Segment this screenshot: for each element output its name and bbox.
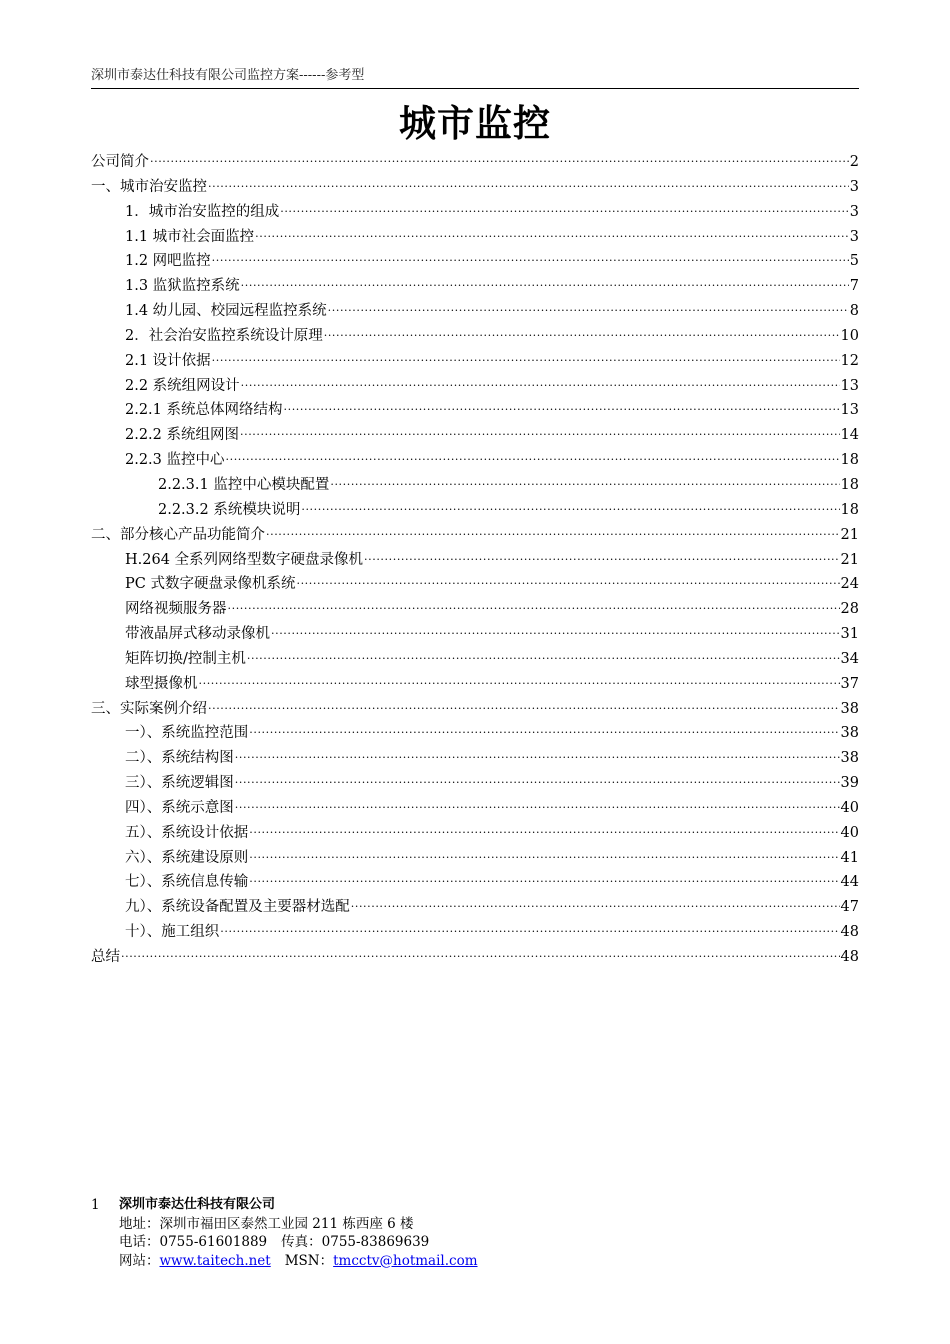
toc-dot-leader: [364, 544, 840, 564]
toc-entry[interactable]: [91, 916, 859, 941]
toc-entry-label: 三）、系统逻辑图: [125, 775, 234, 792]
toc-entry-label: 2.2.3.1 监控中心模块配置: [158, 476, 330, 493]
toc-entry[interactable]: [91, 370, 859, 395]
toc-dot-leader: [241, 370, 840, 390]
toc-entry[interactable]: [91, 941, 859, 966]
toc-entry[interactable]: [91, 593, 859, 618]
msn-label: MSN：: [284, 1252, 334, 1269]
toc-entry-label: 五）、系统设计依据: [125, 824, 249, 841]
toc-dot-leader: [249, 717, 839, 737]
toc-dot-leader: [280, 196, 849, 216]
toc-entry-page: 48: [840, 924, 859, 941]
toc-entry[interactable]: [91, 494, 859, 519]
toc-entry-page: 3: [849, 228, 859, 245]
toc-entry[interactable]: [91, 668, 859, 693]
toc-entry[interactable]: [91, 643, 859, 668]
toc-entry-page: 13: [840, 377, 859, 394]
toc-dot-leader: [235, 767, 840, 787]
company-info: [119, 1196, 791, 1270]
toc-entry-label: 2.1 设计依据: [125, 352, 211, 369]
toc-entry[interactable]: [91, 842, 859, 867]
toc-entry[interactable]: [91, 196, 859, 221]
toc-dot-leader: [247, 643, 840, 663]
toc-entry[interactable]: [91, 519, 859, 544]
toc-dot-leader: [212, 245, 849, 265]
toc-dot-leader: [235, 742, 840, 762]
toc-dot-leader: [212, 345, 840, 365]
web-line: [119, 1252, 791, 1271]
toc-entry-page: 18: [840, 452, 859, 469]
toc-entry[interactable]: [91, 891, 859, 916]
toc-entry-label: 1．城市治安监控的组成: [125, 203, 280, 220]
toc-entry-label: 十）、施工组织: [125, 924, 220, 941]
page-number: 1: [91, 1197, 100, 1213]
toc-entry[interactable]: [91, 146, 859, 171]
toc-dot-leader: [150, 146, 849, 166]
toc-dot-leader: [266, 519, 840, 539]
toc-entry-page: 8: [849, 303, 859, 320]
toc-entry-page: 24: [840, 576, 859, 593]
toc-dot-leader: [228, 593, 840, 613]
toc-entry-label: 九）、系统设备配置及主要器材选配: [125, 899, 350, 916]
toc-entry[interactable]: [91, 544, 859, 569]
toc-entry-label: 球型摄像机: [125, 675, 198, 692]
toc-entry[interactable]: [91, 221, 859, 246]
toc-entry-page: 18: [840, 476, 859, 493]
toc-entry-page: 10: [840, 327, 859, 344]
toc-entry[interactable]: [91, 345, 859, 370]
toc-dot-leader: [249, 866, 839, 886]
toc-dot-leader: [208, 171, 849, 191]
toc-entry-label: 七）、系统信息传输: [125, 874, 249, 891]
msn-link[interactable]: tmcctv@hotmail.com: [333, 1252, 478, 1269]
toc-dot-leader: [241, 270, 849, 290]
toc-entry[interactable]: [91, 767, 859, 792]
toc-entry-label: 四）、系统示意图: [125, 799, 234, 816]
toc-dot-leader: [249, 842, 839, 862]
toc-entry-page: 3: [849, 178, 859, 195]
toc-entry-label: 六）、系统建设原则: [125, 849, 249, 866]
contact-line: [119, 1233, 791, 1252]
toc-entry-page: 28: [840, 601, 859, 618]
website-label: 网站：: [119, 1252, 160, 1269]
toc-dot-leader: [255, 221, 849, 241]
toc-entry-page: 18: [840, 501, 859, 518]
toc-dot-leader: [328, 295, 849, 315]
toc-dot-leader: [235, 792, 840, 812]
toc-entry-label: 2.2.1 系统总体网络结构: [125, 402, 283, 419]
toc-entry-page: 3: [849, 203, 859, 220]
toc-entry-label: H.264 全系列网络型数字硬盘录像机: [125, 551, 364, 568]
toc-entry[interactable]: [91, 394, 859, 419]
page-footer: [91, 1196, 791, 1270]
toc-entry-label: 2.2.2 系统组网图: [125, 427, 240, 444]
toc-entry-page: 38: [840, 750, 859, 767]
website-link[interactable]: www.taitech.net: [159, 1252, 271, 1269]
toc-entry-label: PC 式数字硬盘录像机系统: [125, 576, 296, 593]
toc-entry-page: 5: [849, 253, 859, 270]
toc-entry-page: 39: [840, 775, 859, 792]
company-address: 地址：深圳市福田区泰然工业园 211 栋西座 6 楼: [119, 1215, 414, 1232]
toc-entry-label: 2.2.3.2 系统模块说明: [158, 501, 301, 518]
toc-entry-page: 34: [840, 650, 859, 667]
toc-dot-leader: [240, 419, 840, 439]
toc-entry-label: 1.2 网吧监控: [125, 253, 211, 270]
toc-entry-label: 2．社会治安监控系统设计原理: [125, 327, 323, 344]
fax-number: 传真：0755-83869639: [281, 1234, 430, 1250]
toc-entry[interactable]: [91, 568, 859, 593]
toc-entry[interactable]: [91, 717, 859, 742]
toc-entry-page: 37: [840, 675, 859, 692]
toc-entry-page: 38: [840, 700, 859, 717]
toc-entry-page: 13: [840, 402, 859, 419]
toc-entry-page: 40: [840, 824, 859, 841]
toc-entry-page: 21: [840, 551, 859, 568]
toc-entry-page: 44: [840, 874, 859, 891]
toc-entry[interactable]: [91, 245, 859, 270]
toc-entry[interactable]: [91, 693, 859, 718]
toc-dot-leader: [351, 891, 840, 911]
toc-dot-leader: [330, 469, 839, 489]
toc-dot-leader: [249, 817, 839, 837]
toc-entry-page: 47: [840, 899, 859, 916]
toc-entry-label: 总结: [91, 949, 120, 965]
toc-entry[interactable]: [91, 817, 859, 842]
toc-entry[interactable]: [91, 419, 859, 444]
toc-entry-page: 41: [840, 849, 859, 866]
toc-entry-label: 公司简介: [91, 154, 149, 170]
toc-entry-page: 48: [840, 949, 859, 965]
toc-entry-page: 31: [840, 626, 859, 643]
header-text: 深圳市泰达仕科技有限公司监控方案------参考型: [91, 68, 365, 83]
toc-dot-leader: [324, 320, 840, 340]
toc-entry-page: 12: [840, 352, 859, 369]
toc-entry[interactable]: [91, 792, 859, 817]
toc-entry-label: 一、城市治安监控: [91, 178, 207, 195]
toc-entry[interactable]: [91, 866, 859, 891]
toc-entry[interactable]: [91, 742, 859, 767]
table-of-contents: [91, 146, 859, 966]
toc-entry[interactable]: [91, 270, 859, 295]
toc-dot-leader: [220, 916, 839, 936]
toc-entry-page: 2: [849, 154, 859, 170]
toc-dot-leader: [199, 668, 840, 688]
toc-dot-leader: [284, 394, 840, 414]
toc-entry-label: 二、部分核心产品功能简介: [91, 526, 265, 543]
toc-dot-leader: [296, 568, 839, 588]
toc-dot-leader: [208, 693, 840, 713]
toc-entry[interactable]: [91, 295, 859, 320]
toc-entry-label: 一）、系统监控范围: [125, 725, 249, 742]
toc-entry-page: 14: [840, 427, 859, 444]
toc-entry-label: 三、实际案例介绍: [91, 700, 207, 717]
toc-entry[interactable]: [91, 171, 859, 196]
toc-entry[interactable]: [91, 444, 859, 469]
toc-entry[interactable]: [91, 320, 859, 345]
toc-entry-label: 2.2.3 监控中心: [125, 452, 225, 469]
toc-entry[interactable]: [91, 618, 859, 643]
toc-entry-label: 2.2 系统组网设计: [125, 377, 240, 394]
toc-entry-page: 21: [840, 526, 859, 543]
toc-entry[interactable]: [91, 469, 859, 494]
toc-entry-label: 带液晶屏式移动录像机: [125, 626, 270, 643]
company-name: 深圳市泰达仕科技有限公司: [119, 1197, 276, 1212]
toc-entry-page: 40: [840, 799, 859, 816]
document-title: 城市监控: [399, 102, 551, 145]
phone-number: 电话：0755-61601889: [119, 1234, 268, 1250]
toc-entry-page: 7: [849, 278, 859, 295]
page-header: [91, 66, 859, 89]
toc-dot-leader: [226, 444, 840, 464]
toc-dot-leader: [121, 941, 840, 961]
toc-entry-label: 网络视频服务器: [125, 601, 227, 618]
toc-entry-page: 38: [840, 725, 859, 742]
toc-entry-label: 1.1 城市社会面监控: [125, 228, 255, 245]
toc-entry-label: 二）、系统结构图: [125, 750, 234, 767]
toc-dot-leader: [271, 618, 840, 638]
toc-dot-leader: [301, 494, 839, 514]
toc-entry-label: 矩阵切换/控制主机: [125, 650, 246, 667]
toc-entry-label: 1.3 监狱监控系统: [125, 278, 240, 295]
toc-entry-label: 1.4 幼儿园、校园远程监控系统: [125, 303, 327, 320]
